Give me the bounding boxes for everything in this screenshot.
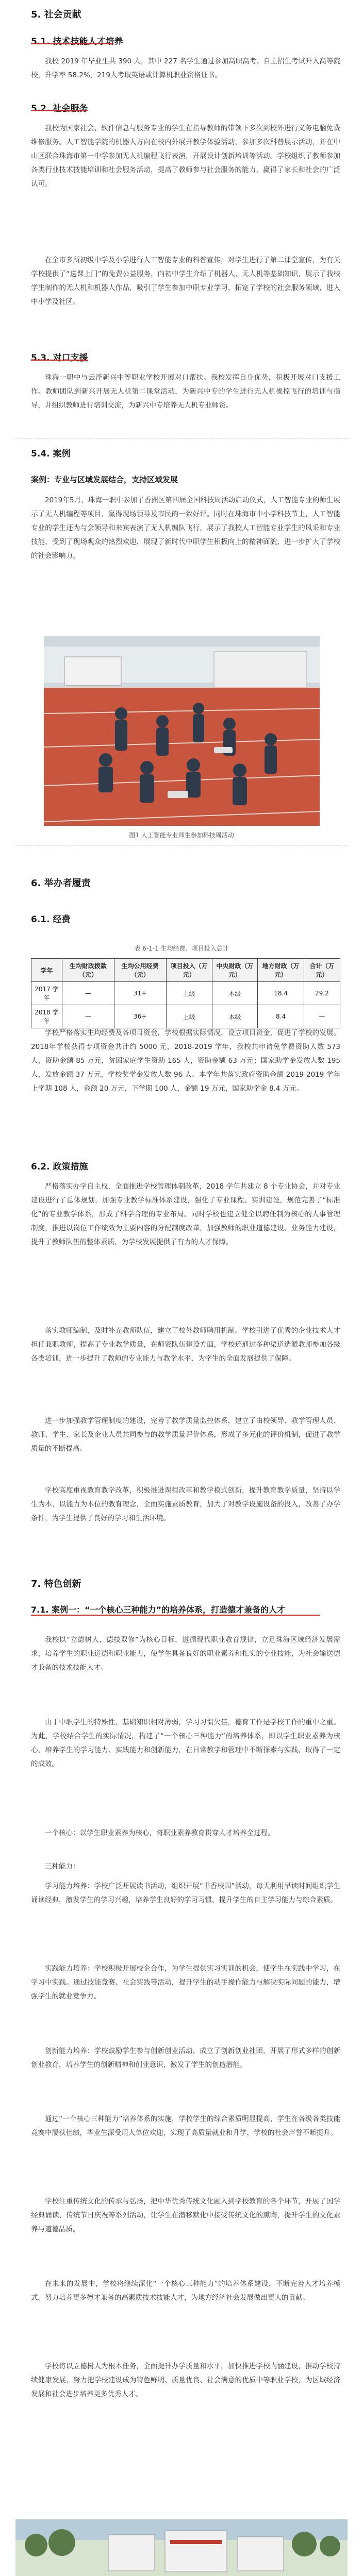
- bottom-photo-strip: [15, 2519, 348, 2576]
- activity-photo-illustration: [44, 636, 320, 826]
- title-underline: [31, 360, 88, 361]
- section-6-1-title: 6.1. 经费: [31, 914, 71, 925]
- section-5-4-title: 5.4. 案例: [31, 449, 71, 459]
- table-header-cell: 地方财政（万元）: [258, 959, 304, 982]
- table-row: [31, 1005, 340, 1028]
- table-cell: 18.4: [258, 982, 304, 1005]
- section-5-1-title: 5.1. 技术技能人才培养: [31, 37, 123, 47]
- photo-strip-illustration: [15, 2519, 348, 2576]
- title-underline: [31, 110, 88, 111]
- title-underline: [31, 1615, 320, 1616]
- table-header-cell: 合计（万元）: [304, 959, 340, 982]
- table-cell: 2017 学年: [31, 982, 62, 1005]
- section-6-2-para-2: 落实教师编制，及时补充教师队伍，建立了校外教师聘用机制。学校引进了优秀的企业技术人才担任兼职教师，提高了专业教学质量，在师资队伍建设方面，学校还通过多种渠道选派教师参加各级各类培训，进一步提升了教师的专业能力与教学水平，为学生的全面发展提供了保障。: [31, 1327, 340, 1363]
- funding-table: [31, 958, 340, 1028]
- section-6-2-para-4: 学校高度重视教育教学改革，积极推进课程改革和教学模式创新，提升教育教学质量，坚持以学生为本，以能力为本位的教育理念，全面实施素质教育，加大了对教学设施设备的投入，改善了办学条件，为学生提供了良好的学习和生活环境。: [31, 1486, 340, 1522]
- table-header-cell: 中央财政（万元）: [212, 959, 258, 982]
- table-caption: 表 6-1-1 生均经费、项目投入总计: [134, 945, 229, 952]
- table-header-cell: 生均公用经费（元）: [114, 959, 166, 982]
- table-row: [31, 982, 340, 1005]
- section-6-2-title: 6.2. 政策措施: [31, 1162, 88, 1172]
- table-header-row: [31, 959, 340, 982]
- section-7-1-para-9: 学校注重传统文化的传承与弘扬，把中华优秀传统文化融入到学校教育的各个环节，开展了国学经典诵读、传统节日庆祝等系列活动，让学生在潜移默化中接受传统文化的熏陶，提升学生的文化素养与道德品质。: [31, 2197, 340, 2233]
- title-underline: [31, 43, 113, 44]
- photo-caption: 图1 人工智能专业师生参加科技周活动: [129, 832, 234, 839]
- section-5-2-para-1: 我校为国家社会、软件信息与服务专业的学生在指导教师的带领下多次到校外进行义务电脑免费维修服务。人工智能学院的机器人方向在校内外展开教学体验活动，参加多次科普展示活动，并在中山区联合珠海市第一中学参加无人机编程飞行表演，开展设计创新培训等活动。学校组织了教师参加各类行业技术技能培训和社会服务活动，提高了教师参与社会服务的能力，赢得了家长和社会的广泛认可。: [31, 124, 340, 188]
- section-7-1-title: 7.1. 案例一：“一个核心三种能力”的培养体系，打造德才兼备的人才: [31, 1605, 286, 1615]
- table-header-cell: 学年: [31, 959, 62, 982]
- table-cell: —: [304, 1005, 340, 1028]
- section-7-1-para-4: 三种能力：: [45, 1862, 80, 1871]
- section-7-1-para-2: 由于中职学生的特殊性，基础知识相对薄弱，学习习惯欠佳，德育工作是学校工作的重中之重。为此，学校结合学生的实际情况，构建了“一个核心三种能力”的培养体系，即以学生职业素养为核心，培养学生的学习能力、实践能力和创新能力，在日常教学和管理中不断探索与实践，取得了一定的成效。: [31, 1718, 340, 1768]
- section-7-1-para-8: 通过“一个核心三种能力”培养体系的实施，学校学生的综合素质明显提高，学生在各级各类技能竞赛中屡获佳绩，毕业生深受用人单位欢迎，实现了高质量就业和升学，学校的社会声誉不断提升。: [31, 2115, 340, 2137]
- section-6-2-para-3: 进一步加强教学管理制度的建设，完善了教学质量监控体系，建立了由校领导、教学管理人员、教师、学生、家长及企业人员共同参与的教学质量评价体系，形成了多元化的评价机制，促进了教学质量的不断提高。: [31, 1417, 340, 1453]
- section-7-1-para-1: 我校以“立德树人，德技双修”为核心目标，遵循现代职业教育规律，立足珠海区域经济发展需求，培养学生的职业道德和职业能力，使学生具备良好的职业素养和扎实的专业技能，为社会输送德才兼备的技术技能人才。: [31, 1636, 340, 1672]
- section-7-1-para-7: 创新能力培养：学校鼓励学生参与创新创业活动，成立了创新创业社团，开展了形式多样的创新创业教育，培养学生的创新精神和创业意识，激发了学生的创造潜能。: [31, 2047, 340, 2069]
- table-cell: 29.2: [304, 982, 340, 1005]
- section-5-1-para: 我校 2019 年毕业生共 390 人，其中 227 名学生通过参加高职高考、自主招生考试升入高等院校，升学率 58.2%，219人考取英语或计算机职业资格证书。: [31, 57, 340, 79]
- table-cell: 2018 学年: [31, 1005, 62, 1028]
- table-cell: 8.4: [258, 1005, 304, 1028]
- section-7-1-para-5: 学习能力培养：学校广泛开展读书活动，组织开展“书香校园”活动，每天利用早读时间组织学生诵读经典，激发学生的学习兴趣，培养学生良好的学习习惯，提升学生的自主学习能力与综合素质。: [31, 1882, 340, 1904]
- table-cell: 本级: [212, 982, 258, 1005]
- table-cell: 上级: [166, 1005, 212, 1028]
- section-6-2-para-1: 严格落实办学自主权，全面推进学校管理体制改革，2018 学年共建立 8 个专业协会，并对专业建设进行了总体规划，加强专业教学标准体系建设，强化了专业课程、实训建设，规范完善了“标准化”的专业教学体系，形成了科学合理的专业布局。同时学校也建立健全以聘任制为核心的人事管理制度，推进以岗位工作绩效为主要内容的分配制度改革，加强教师的职业道德建设、业务能力建设，提升了教师队伍的整体素质，为学校发展提供了有力的人才保障。: [31, 1182, 340, 1246]
- table-cell: —: [62, 982, 114, 1005]
- case-para: 2019年5月，珠海一职中参加了香洲区第四届全国科技周活动启动仪式，人工智能专业的师生展示了无人机编程等项目，赢得现场领导及市民的一致好评。同时在珠海市中小学科技节上，人工智能专业的学生还为与会领导和来宾表演了无人机编队飞行，展示了我校人工智能专业学生的风采和专业技能，受到了现场观众的热烈欢迎，展现了新时代中职学生积极向上的精神面貌，进一步扩大了学校的社会影响力。: [31, 496, 340, 560]
- table-header-cell: 生均财政拨款（元）: [62, 959, 114, 982]
- table-cell: 31+: [114, 982, 166, 1005]
- section-5-2-title: 5.2. 社会服务: [31, 104, 88, 114]
- section-6-1-para: 学校严格落实生均经费及各项目资金，学校根据实际情况，设立项目资金，促进了学校的发展。2018年学校获得专项资金共计约 5000 元，2018-2019 学年，我校共申请免学费资助人数 573 人，资助金额 85 万元，贫困家庭学生资助 165 人，资助金额 63 万元；国家助学金发放人数 195 人，发放金额 37 万元，学校奖学金发放人数 96 人。本学年共落实政府资助金额 2019-2019 学年上学期 108 人，金额 20 万元，下学期 100 人，金额 19 万元，国家助学金 8.4 万元。: [31, 1029, 340, 1093]
- section-5-3-para: 珠海一职中与云浮新兴中等职业学校开展对口帮扶。我校发挥自身优势，积极开展对口支援工作。教师团队到新兴开展无人机第二课堂活动，为新兴中专的学生进行无人机操控飞行的培训与指导，并组织教师进行培训交流，为新兴中专培养无人机专业师资。: [31, 374, 340, 410]
- section-5-2-para-2: 在全市多所初级中学及小学进行人工智能专业的科普宣传，对学生进行了第二课堂宣传，为有关学校提供了“送课上门”的免费公益服务，向初中学生介绍了机器人、无人机等基础知识，展示了我校学生制作的无人机和机器人作品，吸引了学生参加中职专业学习，拓宽了学校的社会服务领域，进入中小学及社区。: [31, 256, 340, 306]
- activity-photo: [44, 636, 320, 826]
- case-title: 案例：专业与区域发展结合，支持区域发展: [31, 475, 178, 484]
- section-5-title: 5. 社会贡献: [31, 9, 81, 20]
- table-header-cell: 项目投入（万元）: [166, 959, 212, 982]
- section-6-title: 6. 举办者履责: [31, 878, 91, 889]
- table-cell: —: [62, 1005, 114, 1028]
- section-7-title: 7. 特色创新: [31, 1579, 81, 1589]
- table-cell: 上级: [166, 982, 212, 1005]
- section-7-1-para-3: 一个核心：以学生职业素养为核心，将职业素养教育贯穿人才培养全过程。: [45, 1829, 275, 1837]
- table-cell: 本级: [212, 1005, 258, 1028]
- section-7-1-para-10: 在未来的发展中，学校将继续深化“一个核心三种能力”的培养体系建设，不断完善人才培养模式，努力培养更多德才兼备的高素质技术技能人才，为地方经济社会发展做出更大的贡献。: [31, 2280, 340, 2302]
- section-7-1-para-11: 学校将以立德树人为根本任务，全面提升办学质量和水平，加快推进学校内涵建设，推动学校持续健康发展，努力把学校建设成为特色鲜明、质量优良、社会满意的优质中等职业学校，为区域经济发展和社会进步培养更多优秀人才。: [31, 2362, 340, 2398]
- section-5-3-title: 5.3. 对口支援: [31, 353, 88, 363]
- section-7-1-para-6: 实践能力培养：学校积极开展校企合作，为学生提供实习实训的机会，使学生在实践中学习，在学习中实践。通过技能竞赛、社会实践等活动，提升学生的动手操作能力与解决实际问题的能力，增强学生的就业竞争力。: [31, 1964, 340, 2001]
- table-cell: 36+: [114, 1005, 166, 1028]
